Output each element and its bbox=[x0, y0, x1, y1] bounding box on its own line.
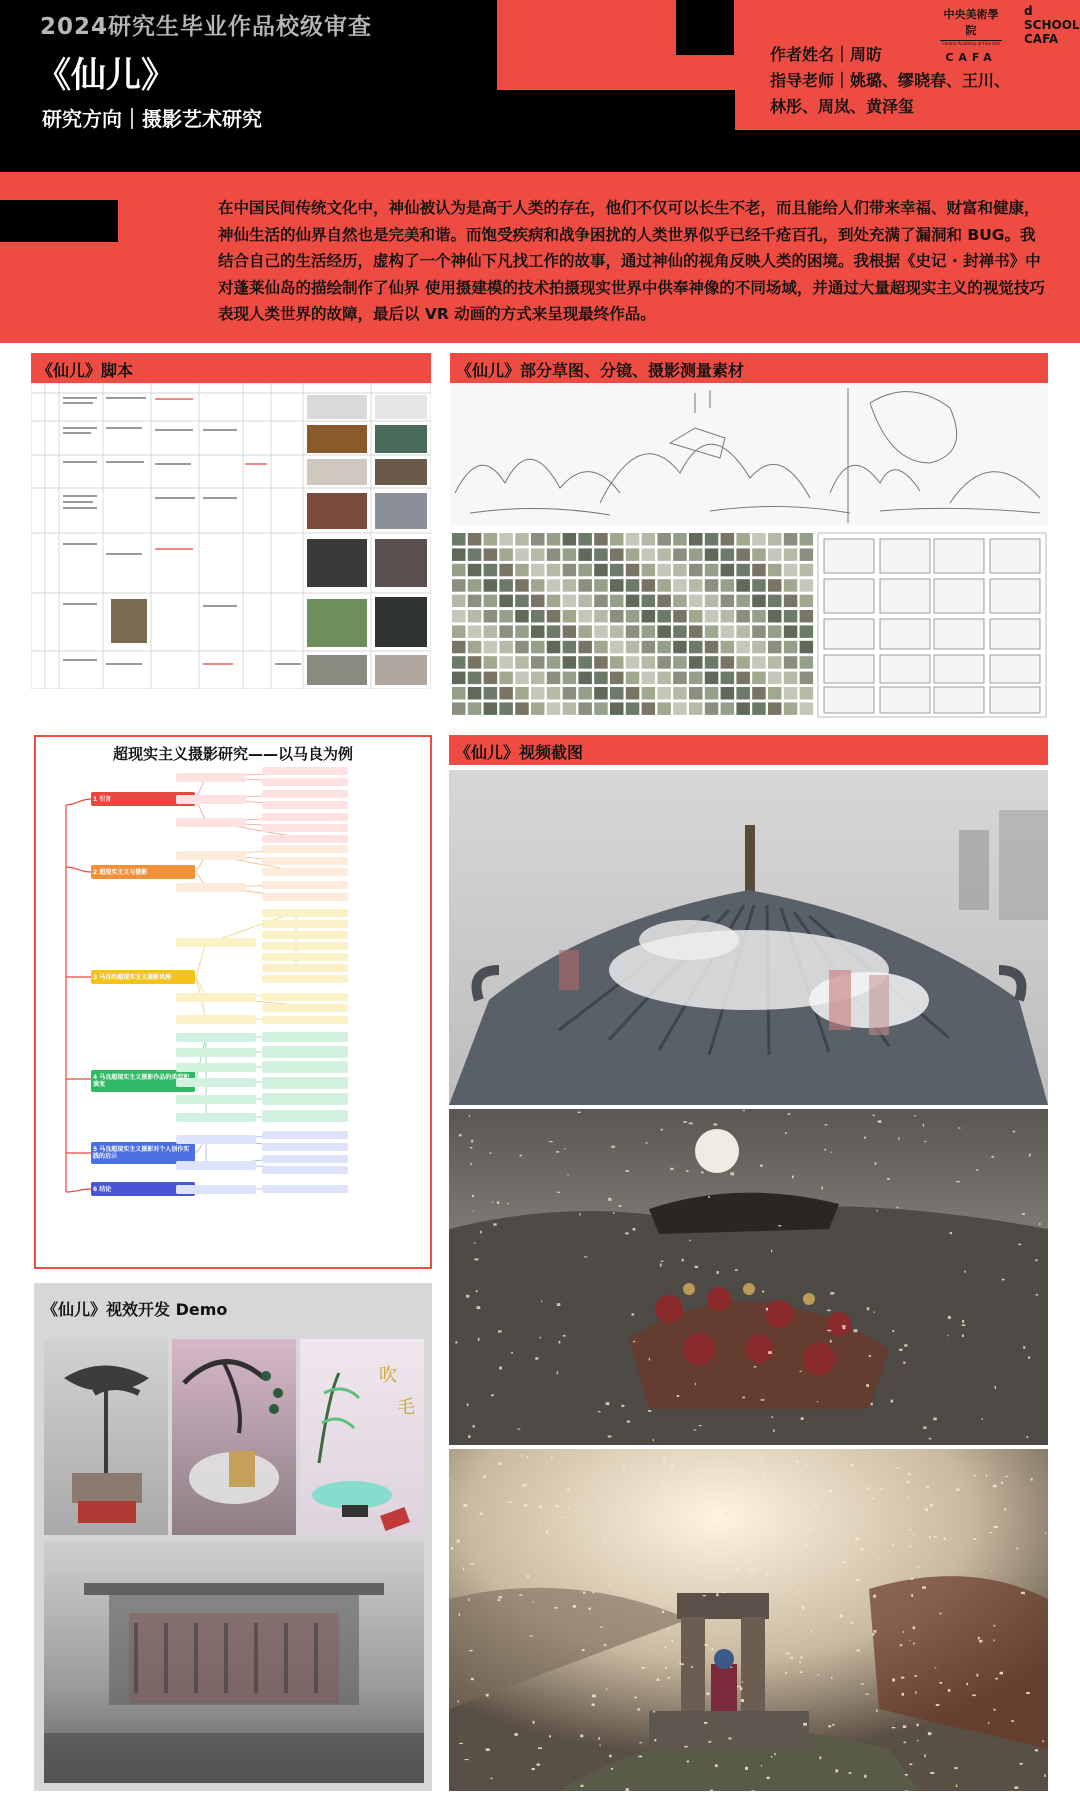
dschool-logo bbox=[1024, 4, 1080, 46]
script-section-header: 《仙儿》脚本 bbox=[31, 353, 431, 383]
demo-calligraphy: 吹 bbox=[379, 1365, 397, 1386]
cafa-logo-english: Central Academy of Fine Arts bbox=[941, 41, 1001, 46]
video-section-header: 《仙儿》视频截图 bbox=[449, 735, 1048, 765]
video-frame-3 bbox=[449, 1449, 1048, 1791]
mindmap-node: 4 马良超现实主义摄影作品的类型和演变 bbox=[93, 1074, 190, 1088]
advisors-line-1: 指导老师｜姚璐、缪晓春、王川、 bbox=[770, 71, 1011, 90]
dschool-logo-cafa: CAFA bbox=[1024, 32, 1059, 46]
script-table-image bbox=[31, 383, 431, 689]
demo-section-title: 《仙儿》视效开发 Demo bbox=[42, 1300, 228, 1319]
mindmap-panel bbox=[34, 735, 432, 1269]
dschool-logo-d: d bbox=[1024, 4, 1033, 18]
vfx-demo-panel bbox=[34, 1283, 432, 1791]
review-subtitle: 2024研究生毕业作品校级审查 bbox=[40, 14, 373, 40]
video-screenshots bbox=[449, 770, 1048, 1791]
mindmap-node: 1 引言 bbox=[93, 795, 112, 803]
research-direction: 研究方向｜摄影艺术研究 bbox=[42, 107, 262, 131]
header-black-notch bbox=[676, 0, 734, 55]
video-frame-1 bbox=[449, 770, 1048, 1105]
mindmap-title: 超现实主义摄影研究——以马良为例 bbox=[112, 745, 353, 763]
author-name: 作者姓名｜周昉 bbox=[770, 45, 883, 64]
advisors-line-2: 林彤、周岚、黄泽玺 bbox=[770, 97, 915, 116]
intro-paragraph: 在中国民间传统文化中，神仙被认为是高于人类的存在，他们不仅可以长生不老，而且能给人们带来幸福、财富和健康，神仙生活的仙界自然也是完美和谐。而饱受疾病和战争困扰的人类世界似乎已经千疮百孔，到处充满了漏洞和 BUG。我结合自己的生活经历，虚构了一个神仙下凡找工作的故事，通过神仙的视角反映人类的困境。我根据《史记 · 封禅书》中对蓬莱仙岛的描绘制作了仙界 使用摄建模的技术拍摄现实世界中供奉神像的不同场域，并通过大量超现实主义的视觉技巧表现人类世界的故障，最后以 VR 动画的方式来呈现最终作品。 bbox=[218, 199, 1045, 323]
intro-black-bar bbox=[0, 200, 118, 242]
mindmap-node: 5 马良超现实主义摄影对个人创作实践的启示 bbox=[93, 1146, 190, 1160]
dschool-logo-school: SCHOOL bbox=[1024, 18, 1080, 32]
cafa-logo bbox=[940, 6, 1002, 64]
work-title: 《仙儿》 bbox=[36, 56, 177, 96]
svg-text:毛: 毛 bbox=[397, 1397, 415, 1418]
video-frame-2 bbox=[449, 1109, 1048, 1445]
cafa-logo-letters: CAFA bbox=[945, 51, 997, 64]
cafa-logo-seal: 中央美術學院 bbox=[940, 6, 1002, 41]
sketches-storyboard-image bbox=[450, 383, 1048, 719]
sketches-section-header: 《仙儿》部分草图、分镜、摄影测量素材 bbox=[450, 353, 1048, 383]
mindmap-node: 3 马良的超现实主义摄影风格 bbox=[93, 973, 172, 981]
mindmap-node: 2 超现实主义与摄影 bbox=[93, 868, 148, 876]
mindmap-node: 6 结论 bbox=[93, 1185, 112, 1193]
